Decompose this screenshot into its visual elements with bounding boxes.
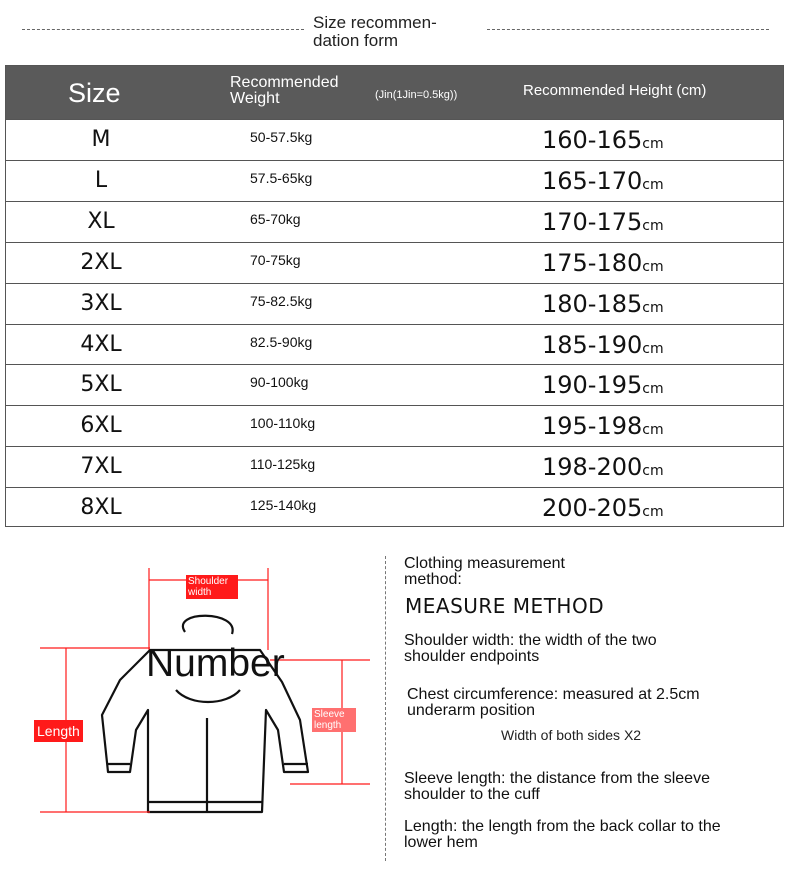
cell-height-unit: cm (642, 381, 664, 398)
section-divider (385, 556, 386, 861)
cell-weight: 65-70kg (250, 210, 301, 227)
cell-height-value: 200-205 (542, 494, 643, 523)
chest-description (407, 687, 700, 719)
cell-size: 6XL (80, 413, 122, 439)
cell-weight: 100-110kg (250, 415, 316, 432)
cell-height (542, 290, 664, 318)
cell-size: M (91, 127, 111, 152)
cell-height (542, 412, 664, 440)
jacket-collar (176, 690, 240, 702)
cell-size: 7XL (80, 454, 122, 480)
table-row (6, 446, 783, 487)
length-description-line2: lower hem (404, 834, 478, 851)
header-right-rule (487, 29, 769, 30)
sleeve-description (404, 771, 710, 803)
cell-height-value: 195-198 (542, 412, 643, 441)
jacket-hood (183, 616, 233, 634)
cell-height-value: 190-195 (542, 371, 643, 400)
table-row (6, 364, 783, 405)
cell-size: XL (87, 208, 115, 234)
cell-height (542, 371, 664, 399)
cell-height (542, 331, 664, 359)
sleeve-description-line1: Sleeve length: the distance from the sleeve (404, 770, 710, 787)
chest-description-line1: Chest circumference: measured at 2.5cm (407, 686, 700, 703)
cell-height (542, 249, 664, 277)
cell-height (542, 208, 664, 236)
cell-weight: 75-82.5kg (250, 292, 313, 309)
column-header-height: Recommended Height (cm) (523, 82, 707, 99)
cell-height-value: 180-185 (542, 289, 643, 318)
cell-size: L (94, 167, 108, 193)
cell-height-value: 185-190 (542, 330, 643, 359)
cell-height (542, 126, 664, 154)
cell-height-unit: cm (642, 136, 664, 152)
method-heading: MEASURE METHOD (405, 594, 605, 618)
cell-height-value: 170-175 (542, 207, 643, 236)
cell-height-value: 160-165 (542, 126, 643, 154)
size-table (5, 65, 784, 527)
sleeve-length-tag-line2: length (314, 720, 342, 731)
shoulder-width-tag-line2: width (188, 587, 212, 598)
column-header-weight-unit: (Jin(1Jin=0.5kg)) (375, 89, 458, 101)
cell-height-unit: cm (642, 504, 664, 521)
cell-weight: 125-140kg (250, 497, 317, 514)
sleeve-length-tag-line1: Sleeve (314, 709, 345, 720)
table-row (6, 242, 783, 283)
cell-size: 8XL (80, 495, 122, 521)
cell-size: 3XL (80, 290, 122, 316)
cell-height-value: 198-200 (542, 453, 643, 482)
shoulder-description-line2: shoulder endpoints (404, 648, 540, 665)
cell-height-value: 165-170 (542, 166, 643, 195)
jacket-diagram (0, 540, 380, 878)
column-header-size: Size (68, 78, 121, 108)
shoulder-width-tag-line1: Shoulder (188, 576, 229, 587)
cell-weight: 90-100kg (250, 374, 309, 391)
method-title-line1: Clothing measurement (404, 555, 565, 572)
column-header-weight (230, 75, 360, 107)
sleeve-length-tag (312, 708, 356, 732)
shoulder-description-line1: Shoulder width: the width of the two (404, 632, 657, 649)
method-title (404, 556, 565, 588)
table-row (6, 201, 783, 242)
table-row (6, 324, 783, 365)
page-title-line2: dation form (313, 31, 399, 50)
shoulder-description (404, 633, 657, 665)
cell-height-unit: cm (642, 463, 664, 480)
table-row (6, 119, 783, 160)
table-row (6, 405, 783, 446)
cell-height-unit: cm (642, 299, 664, 316)
cell-height-unit: cm (642, 217, 664, 234)
header-left-rule (22, 29, 304, 30)
table-row (6, 283, 783, 324)
cell-size: 2XL (80, 249, 122, 275)
length-description (404, 819, 721, 851)
length-description-line1: Length: the length from the back collar to the (404, 818, 721, 835)
cell-height-unit: cm (642, 176, 664, 193)
table-row (6, 160, 783, 201)
column-header-weight-line1: Recommended (230, 74, 339, 91)
cell-height (542, 167, 664, 195)
sleeve-description-line2: shoulder to the cuff (404, 786, 540, 803)
shoulder-width-tag (186, 575, 238, 599)
chest-text: Number (146, 642, 285, 685)
cell-weight: 57.5-65kg (250, 169, 313, 186)
column-header-weight-line2: Weight (230, 90, 280, 107)
length-tag: Length (34, 720, 83, 742)
cell-size: 4XL (80, 331, 122, 357)
page-title (313, 14, 437, 50)
cell-height (542, 494, 664, 522)
table-row (6, 487, 783, 528)
cell-weight: 50-57.5kg (250, 129, 313, 145)
cell-height-value: 175-180 (542, 248, 643, 277)
cell-weight: 82.5-90kg (250, 333, 313, 350)
cell-height-unit: cm (642, 422, 664, 439)
cell-height-unit: cm (642, 258, 664, 275)
chest-note: Width of both sides X2 (501, 727, 642, 743)
chest-description-line2: underarm position (407, 702, 536, 719)
cell-height-unit: cm (642, 340, 664, 357)
page-title-line1: Size recommen- (313, 13, 437, 32)
cell-height (542, 453, 664, 481)
table-header (6, 66, 783, 119)
cell-weight: 110-125kg (250, 456, 316, 473)
cell-size: 5XL (80, 372, 122, 398)
method-title-line2: method: (404, 571, 462, 588)
cell-weight: 70-75kg (250, 251, 301, 268)
